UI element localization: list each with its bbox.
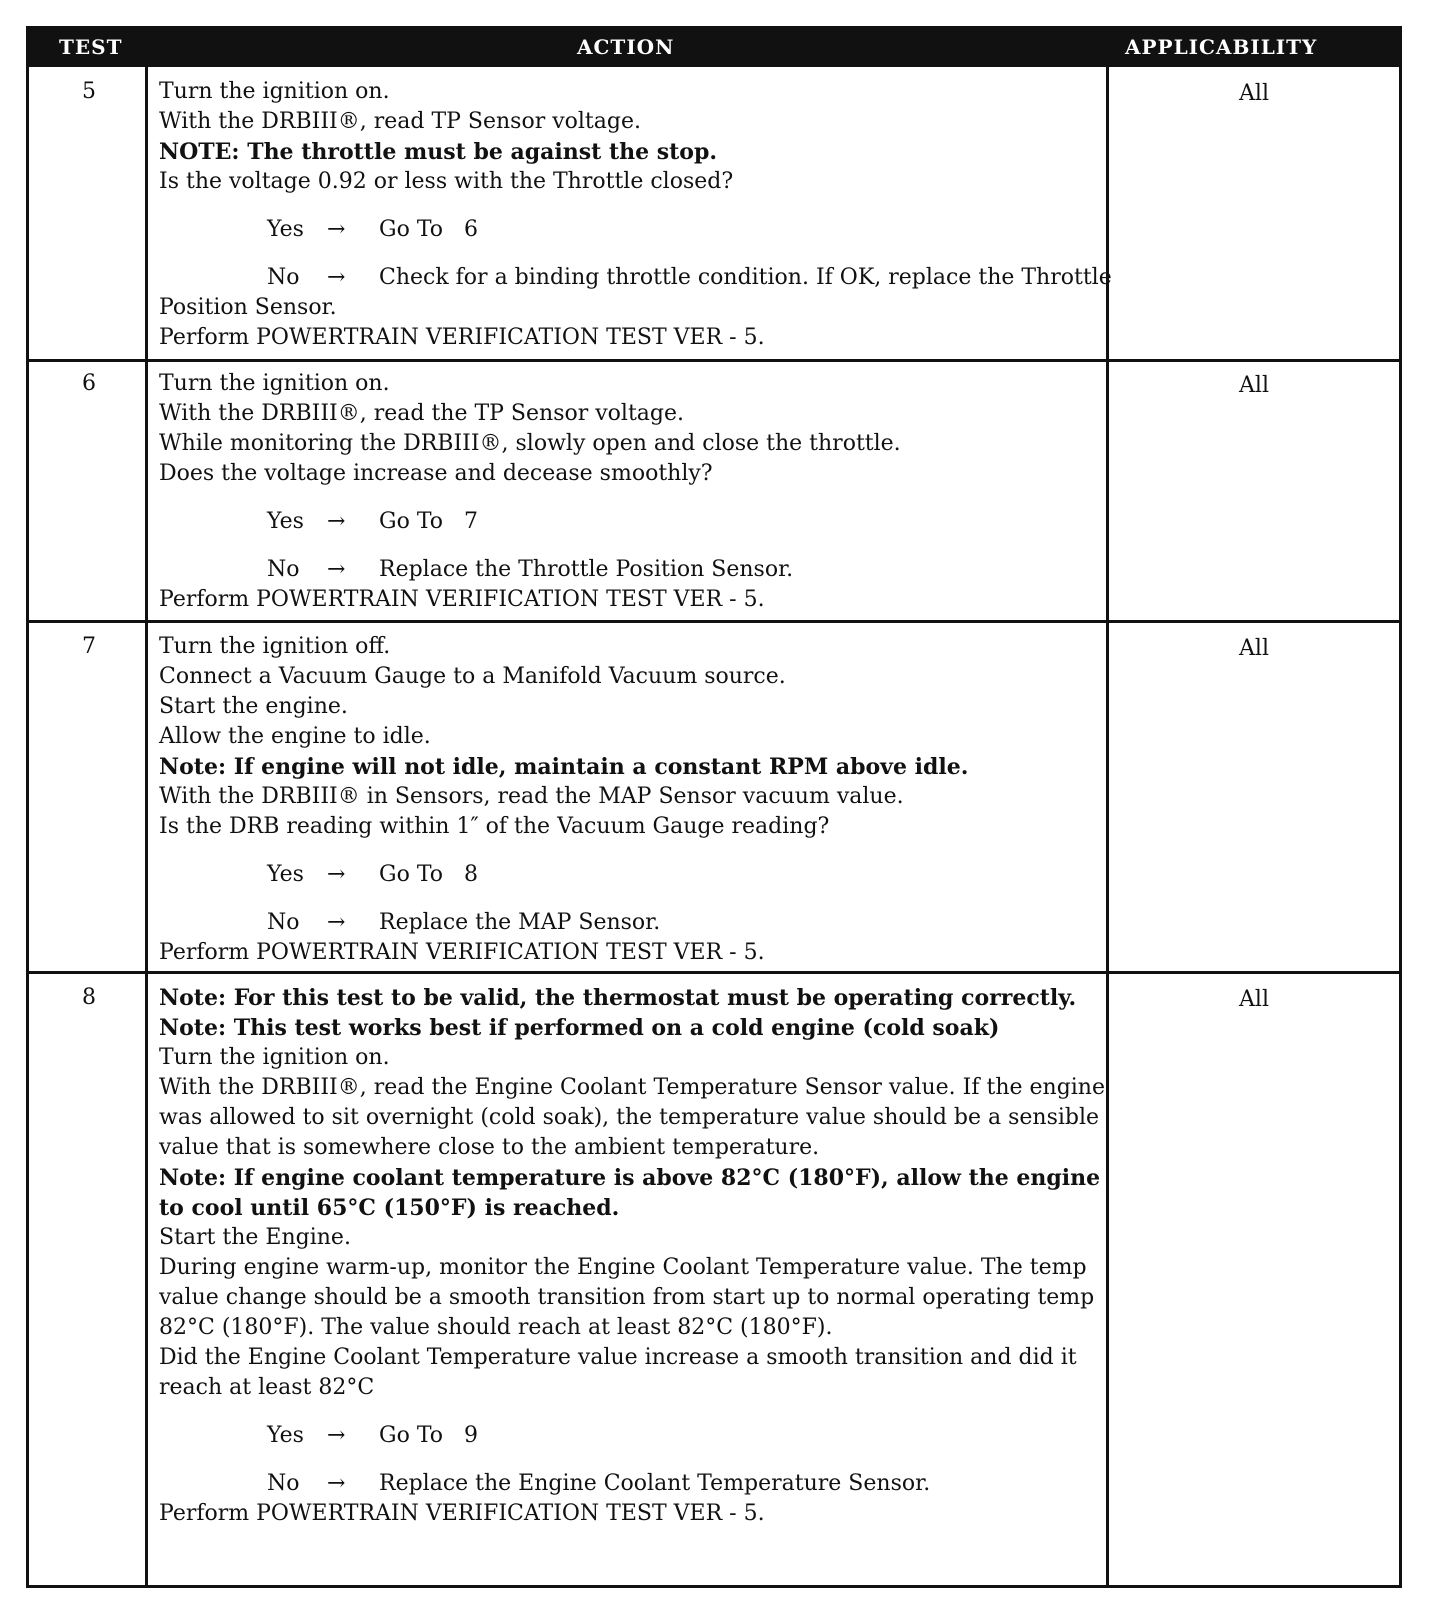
test-action: [159, 632, 1139, 968]
action-line: With the DRBIII®, read the Engine Coolant Temperature Sensor value. If the engine: [159, 1075, 1105, 1100]
row-divider: [29, 359, 1399, 362]
no-result: Check for a binding throttle condition. If OK, replace the Throttle: [379, 265, 1112, 290]
action-note: NOTE: The throttle must be against the stop.: [159, 139, 718, 165]
action-line: Turn the ignition on.: [159, 1045, 390, 1070]
action-line: Start the Engine.: [159, 1225, 351, 1250]
header-test: TEST: [59, 35, 123, 59]
arrow-icon: →: [327, 265, 346, 290]
test-action: [159, 983, 1139, 1529]
test-number: 5: [82, 79, 96, 104]
arrow-icon: →: [327, 1471, 346, 1496]
action-line: Turn the ignition on.: [159, 371, 390, 396]
no-option: [159, 555, 1139, 585]
no-result: Replace the MAP Sensor.: [379, 910, 661, 935]
no-label: No: [267, 910, 300, 935]
no-result-continued: Perform POWERTRAIN VERIFICATION TEST VER - 5.: [159, 587, 765, 612]
applicability-value: All: [1239, 636, 1269, 661]
yes-label: Yes: [267, 217, 304, 242]
yes-label: Yes: [267, 862, 304, 887]
yes-result: Go To 8: [379, 862, 478, 887]
action-line: Turn the ignition off.: [159, 634, 391, 659]
no-result: Replace the Throttle Position Sensor.: [379, 557, 794, 582]
action-question: Does the voltage increase and decease smoothly?: [159, 461, 713, 486]
action-question: Is the voltage 0.92 or less with the Throttle closed?: [159, 169, 734, 194]
yes-result: Go To 9: [379, 1423, 478, 1448]
action-note: Note: This test works best if performed on a cold engine (cold soak): [159, 1015, 1000, 1041]
action-line: 82°C (180°F). The value should reach at least 82°C (180°F).: [159, 1315, 833, 1340]
test-number: 7: [82, 634, 96, 659]
yes-label: Yes: [267, 1423, 304, 1448]
yes-option: [159, 1421, 1139, 1451]
applicability-value: All: [1239, 81, 1269, 106]
action-line: Start the engine.: [159, 694, 348, 719]
no-option: [159, 908, 1139, 938]
action-line: was allowed to sit overnight (cold soak), the temperature value should be a sensible: [159, 1105, 1100, 1130]
arrow-icon: →: [327, 217, 346, 242]
no-result-continued: Perform POWERTRAIN VERIFICATION TEST VER - 5.: [159, 940, 765, 965]
action-question: Is the DRB reading within 1″ of the Vacuum Gauge reading?: [159, 814, 830, 839]
test-action: [159, 77, 1139, 353]
column-divider: [145, 67, 148, 1585]
diagnostic-test-table: [26, 26, 1402, 1588]
action-line: value change should be a smooth transition from start up to normal operating temp: [159, 1285, 1095, 1310]
no-option: [159, 1469, 1139, 1499]
arrow-icon: →: [327, 910, 346, 935]
action-line: During engine warm-up, monitor the Engine Coolant Temperature value. The temp: [159, 1255, 1087, 1280]
action-question: Did the Engine Coolant Temperature value increase a smooth transition and did it: [159, 1345, 1077, 1370]
action-note: Note: If engine coolant temperature is above 82°C (180°F), allow the engine: [159, 1165, 1101, 1191]
arrow-icon: →: [327, 862, 346, 887]
action-line: Allow the engine to idle.: [159, 724, 431, 749]
no-result-continued: Perform POWERTRAIN VERIFICATION TEST VER - 5.: [159, 325, 765, 350]
arrow-icon: →: [327, 557, 346, 582]
action-note: Note: For this test to be valid, the thermostat must be operating correctly.: [159, 985, 1077, 1011]
action-line: With the DRBIII®, read TP Sensor voltage.: [159, 109, 641, 134]
action-line: value that is somewhere close to the ambient temperature.: [159, 1135, 820, 1160]
yes-result: Go To 7: [379, 509, 478, 534]
test-number: 6: [82, 371, 96, 396]
applicability-value: All: [1239, 373, 1269, 398]
no-result-continued: Position Sensor.: [159, 295, 337, 320]
row-divider: [29, 620, 1399, 623]
header-applicability: APPLICABILITY: [1125, 35, 1318, 59]
action-line: Turn the ignition on.: [159, 79, 390, 104]
no-option: [159, 263, 1139, 293]
no-label: No: [267, 1471, 300, 1496]
no-result-continued: Perform POWERTRAIN VERIFICATION TEST VER - 5.: [159, 1501, 765, 1526]
action-line: Connect a Vacuum Gauge to a Manifold Vacuum source.: [159, 664, 786, 689]
yes-option: [159, 507, 1139, 537]
yes-option: [159, 860, 1139, 890]
no-label: No: [267, 265, 300, 290]
no-result: Replace the Engine Coolant Temperature Sensor.: [379, 1471, 931, 1496]
arrow-icon: →: [327, 1423, 346, 1448]
yes-label: Yes: [267, 509, 304, 534]
row-divider: [29, 971, 1399, 974]
action-note: to cool until 65°C (150°F) is reached.: [159, 1195, 620, 1221]
test-number: 8: [82, 985, 96, 1010]
action-question: reach at least 82°C: [159, 1375, 375, 1400]
applicability-value: All: [1239, 987, 1269, 1012]
no-label: No: [267, 557, 300, 582]
action-line: While monitoring the DRBIII®, slowly open and close the throttle.: [159, 431, 901, 456]
test-action: [159, 369, 1139, 615]
action-line: With the DRBIII® in Sensors, read the MAP Sensor vacuum value.: [159, 784, 904, 809]
header-action: ACTION: [577, 35, 675, 59]
action-line: With the DRBIII®, read the TP Sensor voltage.: [159, 401, 685, 426]
yes-result: Go To 6: [379, 217, 478, 242]
arrow-icon: →: [327, 509, 346, 534]
table-header: [29, 29, 1399, 67]
action-note: Note: If engine will not idle, maintain a constant RPM above idle.: [159, 754, 969, 780]
yes-option: [159, 215, 1139, 245]
